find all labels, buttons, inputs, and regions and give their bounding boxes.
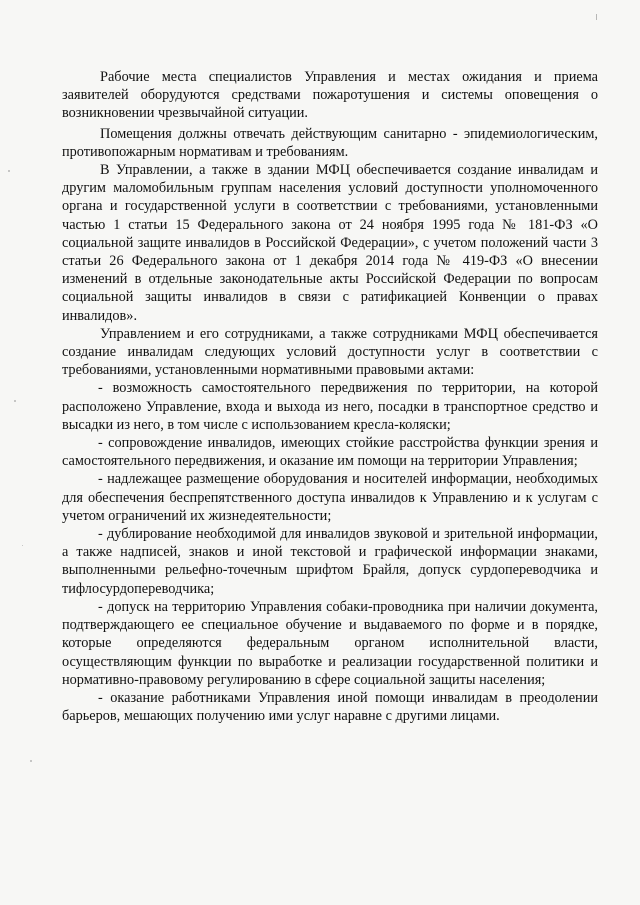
paragraph-mfc-conditions: Управлением и его сотрудниками, а также сотрудниками МФЦ обеспечивается создание инвалидам следующих условий доступности услуг в соответствии с требованиями, установленными нормативными правовыми актами: <box>62 325 598 379</box>
scan-speckle <box>8 170 10 172</box>
paragraph-accessibility-law: В Управлении, а также в здании МФЦ обеспечивается создание инвалидам и другим маломобильным группам населения условий доступности уполномоченного органа и государственной услуги в соответствии с требованиями, установленными частью 1 статьи 15 Федерального закона от 24 ноября 1995 года № 181-ФЗ «О социальной защите инвалидов в Российской Федерации», с учетом положений части 3 статьи 26 Федерального закона от 1 декабря 2014 года № 419-ФЗ «О внесении изменений в отдельные законодательные акты Российской Федерации по вопросам социальной защиты инвалидов в связи с ратификацией Конвенции о правах инвалидов». <box>62 162 598 324</box>
list-item-movement: - возможность самостоятельного передвижения по территории, на которой расположено Управление, входа и выхода из него, посадки в транспортное средство и высадки из него, в том числе с использованием кресла-коляски; <box>62 380 598 433</box>
paragraph-sanitary-norms: Помещения должны отвечать действующим санитарно - эпидемиологическим, противопожарным нормативам и требованиям. <box>62 125 598 160</box>
list-item-equipment-placement: - надлежащее размещение оборудования и носителей информации, необходимых для обеспечения беспрепятственного доступа инвалидов к Управлению и к услугам с учетом ограничений их жизнедеятельности; <box>62 471 598 524</box>
scan-speckle <box>30 760 32 762</box>
scan-speckle <box>22 545 23 546</box>
list-item-guide-dog: - допуск на территорию Управления собаки-проводника при наличии документа, подтверждающего ее специальное обучение и выдаваемого по форме и в порядке, которые определяются федеральным органом исполнительной власти, осуществляющим функции по выработке и реализации государственной политики и нормативно-правовому регулированию в сфере социальной защиты населения; <box>62 598 598 688</box>
list-item-other-assistance: - оказание работниками Управления иной помощи инвалидам в преодолении барьеров, мешающих получению ими услуг наравне с другими лицами. <box>62 689 598 725</box>
list-item-escort: - сопровождение инвалидов, имеющих стойкие расстройства функции зрения и самостоятельного передвижения, и оказание им помощи на территории Управления; <box>62 435 598 470</box>
scan-speckle <box>596 14 597 20</box>
list-item-information-duplication: - дублирование необходимой для инвалидов звуковой и зрительной информации, а также надписей, знаков и иной текстовой и графической информации знаками, выполненными рельефно-точечным шрифтом Брайля, допуск сурдопереводчика и тифлосурдопереводчика; <box>62 526 598 597</box>
document-body <box>62 68 598 725</box>
paragraph-fire-safety: Рабочие места специалистов Управления и местах ожидания и приема заявителей оборудуются средствами пожаротушения и системы оповещения о возникновении чрезвычайной ситуации. <box>62 69 598 122</box>
scan-speckle <box>14 400 16 402</box>
